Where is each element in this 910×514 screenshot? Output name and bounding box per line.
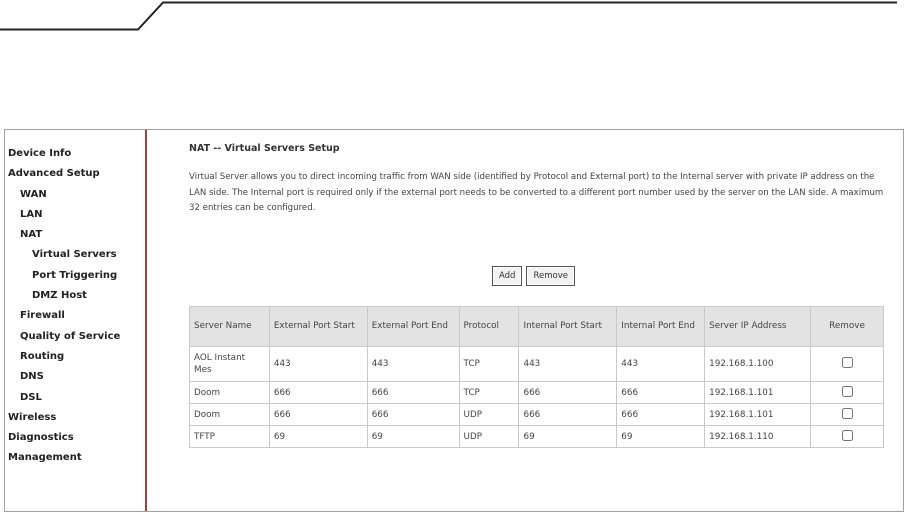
col-header-internal-port-start: Internal Port Start [519, 307, 617, 347]
sidebar-item-wan[interactable]: WAN [20, 188, 47, 200]
col-header-external-port-start: External Port Start [269, 307, 367, 347]
cell-ext-start: 443 [269, 347, 367, 382]
cell-int-start: 69 [519, 426, 617, 448]
cell-ip: 192.168.1.101 [705, 404, 811, 426]
col-header-server-name: Server Name [190, 307, 270, 347]
sidebar-item-device-info[interactable]: Device Info [8, 148, 72, 159]
cell-remove [811, 404, 884, 426]
cell-int-start: 443 [519, 347, 617, 382]
cell-ip: 192.168.1.100 [705, 347, 811, 382]
cell-remove [811, 382, 884, 404]
sidebar-item-management[interactable]: Management [8, 452, 82, 464]
sidebar-item-nat[interactable]: NAT [20, 229, 43, 241]
table-row [190, 426, 884, 448]
router-page-frame [4, 129, 904, 512]
cell-remove [811, 426, 884, 448]
col-header-protocol: Protocol [459, 307, 519, 347]
cell-int-start: 666 [519, 404, 617, 426]
table-row [190, 404, 884, 426]
sidebar-nav [5, 130, 147, 511]
cell-int-end: 69 [617, 426, 705, 448]
cell-protocol: TCP [459, 347, 519, 382]
table-row [190, 382, 884, 404]
sidebar-item-firewall[interactable]: Firewall [20, 310, 65, 322]
cell-ext-start: 666 [269, 404, 367, 426]
sidebar-item-quality-of-service[interactable]: Quality of Service [20, 330, 121, 342]
cell-ip: 192.168.1.110 [705, 426, 811, 448]
cell-int-end: 666 [617, 404, 705, 426]
cell-ext-start: 69 [269, 426, 367, 448]
cell-name: Doom [190, 404, 270, 426]
header-tab-line [0, 0, 910, 32]
cell-int-end: 443 [617, 347, 705, 382]
cell-ext-start: 666 [269, 382, 367, 404]
sidebar-item-dns[interactable]: DNS [20, 371, 44, 383]
cell-ext-end: 666 [367, 382, 459, 404]
virtual-servers-table [189, 306, 884, 448]
col-header-external-port-end: External Port End [367, 307, 459, 347]
sidebar-item-wireless[interactable]: Wireless [8, 411, 57, 423]
remove-checkbox[interactable] [842, 408, 853, 419]
cell-name: AOL Instant Mes [190, 347, 270, 382]
table-header-row [190, 307, 884, 347]
sidebar-item-lan[interactable]: LAN [20, 208, 43, 220]
sidebar-item-dsl[interactable]: DSL [20, 391, 42, 403]
cell-protocol: TCP [459, 382, 519, 404]
col-header-internal-port-end: Internal Port End [617, 307, 705, 347]
cell-int-start: 666 [519, 382, 617, 404]
remove-checkbox[interactable] [842, 357, 853, 368]
page-description: Virtual Server allows you to direct incoming traffic from WAN side (identified by Protocol and External port) to the Internal server with private IP address on the LAN side. The Internal port is required only if the external port needs to be converted to a different port number used by the server on the LAN side. A maximum 32 entries can be configured. [189, 172, 884, 213]
table-body [190, 347, 884, 448]
cell-remove [811, 347, 884, 382]
cell-name: Doom [190, 382, 270, 404]
col-header-server-ip: Server IP Address [705, 307, 811, 347]
add-button[interactable]: Add [492, 266, 522, 286]
sidebar-item-diagnostics[interactable]: Diagnostics [8, 432, 74, 444]
cell-ext-end: 69 [367, 426, 459, 448]
sidebar-item-port-triggering[interactable]: Port Triggering [32, 269, 118, 281]
remove-button[interactable]: Remove [526, 266, 575, 286]
remove-checkbox[interactable] [842, 386, 853, 397]
sidebar-item-advanced-setup[interactable]: Advanced Setup [8, 168, 100, 180]
cell-name: TFTP [190, 426, 270, 448]
action-buttons [492, 263, 579, 286]
sidebar-item-routing[interactable]: Routing [20, 350, 65, 362]
cell-ext-end: 666 [367, 404, 459, 426]
remove-checkbox[interactable] [842, 430, 853, 441]
main-content [189, 130, 903, 511]
sidebar-item-virtual-servers[interactable]: Virtual Servers [32, 249, 117, 261]
cell-ip: 192.168.1.101 [705, 382, 811, 404]
cell-int-end: 666 [617, 382, 705, 404]
cell-protocol: UDP [459, 404, 519, 426]
table-row [190, 347, 884, 382]
nav-list [5, 144, 120, 469]
cell-ext-end: 443 [367, 347, 459, 382]
page-title: NAT -- Virtual Servers Setup [189, 143, 340, 154]
cell-protocol: UDP [459, 426, 519, 448]
col-header-remove: Remove [811, 307, 884, 347]
sidebar-item-dmz-host[interactable]: DMZ Host [32, 290, 87, 302]
